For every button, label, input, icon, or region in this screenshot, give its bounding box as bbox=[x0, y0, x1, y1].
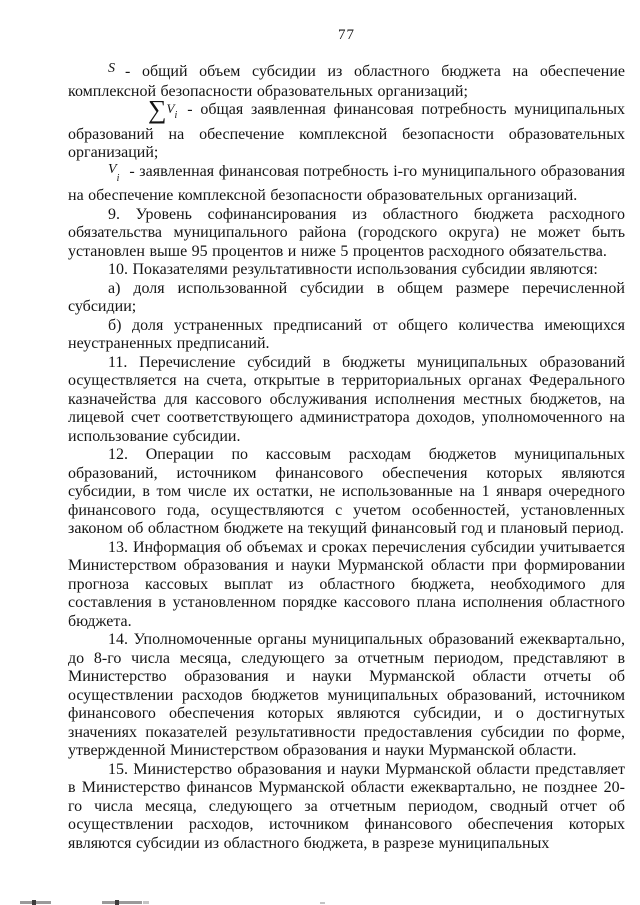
paragraph: 12. Операции по кассовым расходам бюджетов муниципальных образований, источником финансового обеспечения которых являются субсидии, в том числе их остатки, не использованные на 1 января очередного финансового года, осуществляются с учетом особенностей, установленных законом об областном бюджете на текущий финансовый год и плановый период. bbox=[68, 446, 625, 538]
scan-artifact bbox=[20, 901, 51, 904]
formula: $V_i$ bbox=[108, 161, 120, 184]
paragraph: 15. Министерство образования и науки Мурманской области представляет в Министерство финансов Мурманской области ежеквартально, не позднее 20-го числа месяца, следующего за отчетным периодом, сводный отчет об осуществлении расходов, источником финансового обеспечения которых являются субсидии из областного бюджета, в разрезе муниципальных bbox=[68, 760, 625, 852]
paragraph: б) доля устраненных предписаний от общего количества имеющихся неустраненных предписаний. bbox=[68, 316, 625, 353]
paragraph: а) доля использованной субсидии в общем размере перечисленной субсидии; bbox=[68, 279, 625, 316]
scan-artifact bbox=[320, 902, 325, 904]
page-number: 77 bbox=[338, 27, 355, 43]
paragraph: S - общий объем субсидии из областного бюджета на обеспечение комплексной безопасности образовательных организаций; bbox=[68, 61, 625, 100]
paragraph: 9. Уровень софинансирования из областного бюджета расходного обязательства муниципального района (городского округа) не может быть установлен выше 95 процентов и ниже 5 процентов расходного обязательства. bbox=[68, 205, 625, 260]
formula: $\sum V_i$ bbox=[148, 95, 178, 124]
document-body bbox=[68, 63, 625, 853]
scan-artifact bbox=[102, 901, 142, 904]
paragraph: $V_i$ - заявленная финансовая потребность i-го муниципального образования на обеспечение комплексной безопасности образовательных организаций. bbox=[68, 161, 625, 205]
paragraph: 10. Показателями результативности использования субсидии являются: bbox=[108, 261, 598, 279]
paragraph: 11. Перечисление субсидий в бюджеты муниципальных образований осуществляется на счета, открытые в территориальных органах Федерального казначейства для кассового обслуживания исполнения местных бюджетов, на лицевой счет соответствующего администратора доходов, уполномоченного на использование субсидии. bbox=[68, 353, 625, 445]
formula: S bbox=[108, 61, 115, 76]
scan-artifact bbox=[143, 901, 149, 904]
paragraph: $\sum V_i$ - общая заявленная финансовая потребность муниципальных образований на обеспечение комплексной безопасности образовательных организаций; bbox=[68, 95, 625, 162]
paragraph: 14. Уполномоченные органы муниципальных образований ежеквартально, до 8-го числа месяца, следующего за отчетным периодом, представляют в Министерство образования и науки Мурманской области отчеты об осуществлении расходов бюджетов муниципальных образований, источником финансового обеспечения которых являются субсидии, и о достигнутых значениях показателей результативности предоставления субсидии по форме, утвержденной Министерством образования и науки Мурманской области. bbox=[68, 631, 625, 760]
paragraph: 13. Информация об объемах и сроках перечисления субсидии учитывается Министерством образования и науки Мурманской области при формировании прогноза кассовых выплат из областного бюджета, необходимого для составления в установленном порядке кассового плана исполнения областного бюджета. bbox=[68, 538, 625, 630]
